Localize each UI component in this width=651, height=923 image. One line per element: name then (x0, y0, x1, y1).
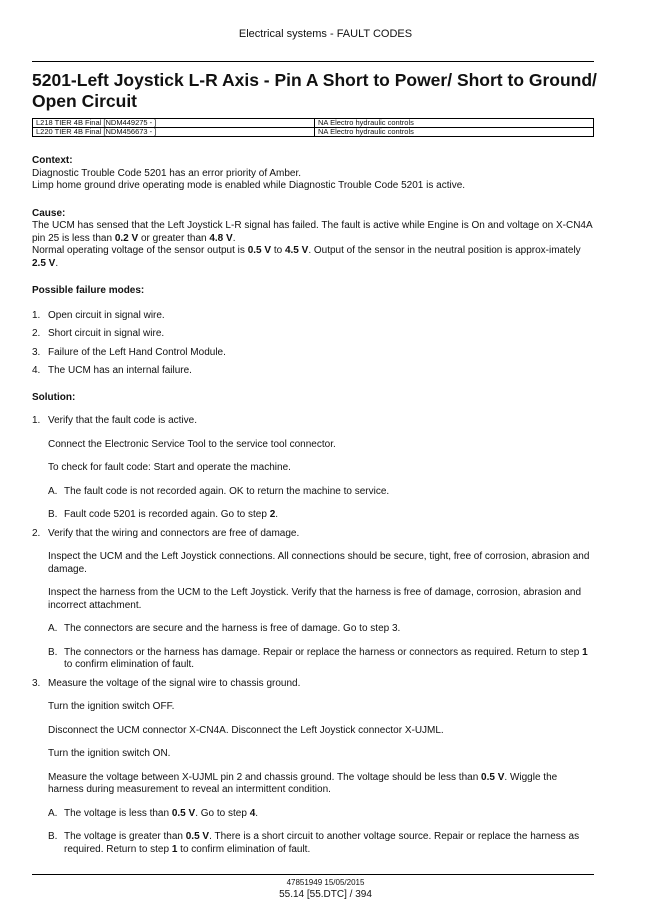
step-option (48, 623, 594, 636)
table-row (33, 128, 594, 137)
model-cell: L220 TIER 4B Final [NDM456673 - ] (33, 128, 315, 137)
option-text: The connectors or the harness has damage. Repair or replace the harness or connectors as required. Return to step (64, 646, 583, 658)
option-letter: B. (48, 509, 58, 520)
value-bold: 4.5 V (284, 245, 309, 256)
step-number: 1. (32, 415, 41, 426)
list-item (32, 328, 594, 341)
failure-section (32, 285, 594, 378)
text-run: . There is a short circuit to another voltage source. Repair or replace the harness as required. Return to step (64, 831, 580, 855)
value-bold: 0.5 V (185, 831, 210, 842)
text-run: to confirm elimination of fault. (64, 659, 195, 670)
section-heading: Solution: (32, 391, 76, 403)
text-run: . Go to step (195, 807, 250, 819)
step-paragraph: Turn the ignition switch ON. (48, 748, 171, 759)
text-run: . Output of the sensor in the neutral position is approx-imately (308, 245, 581, 256)
step-text: Verify that the wiring and connectors are free of damage. (48, 527, 300, 539)
section-heading: Context: (32, 155, 73, 166)
solution-step-1 (32, 415, 594, 522)
config-cell: NA Electro hydraulic controls (315, 128, 594, 137)
step-option (48, 808, 594, 821)
cause-paragraph (32, 220, 594, 245)
list-item (32, 365, 594, 378)
section-heading: Cause: (32, 207, 66, 219)
value-bold: 0.2 V (114, 232, 139, 244)
step-paragraph: To check for fault code: Start and operate the machine. (48, 462, 291, 473)
context-line: Limp home ground drive operating mode is enabled while Diagnostic Trouble Code 5201 is active. (32, 180, 466, 191)
step-option (48, 647, 594, 672)
text-run: . Wiggle the harness during measurement to reveal an intermittent condition. (48, 771, 558, 795)
fault-title: 5201-Left Joystick L-R Axis - Pin A Short to Power/ Short to Ground/ Open Circuit (32, 70, 597, 111)
step-paragraph (48, 772, 594, 797)
text-run: . (255, 807, 259, 819)
context-line: Diagnostic Trouble Code 5201 has an error priority of Amber. (32, 167, 302, 179)
step-text: Verify that the fault code is active. (48, 415, 197, 426)
solution-steps (32, 415, 594, 856)
step-details (48, 551, 594, 672)
section-heading: Possible failure modes: (32, 285, 145, 296)
document-code: 47851949 15/05/2015 (286, 878, 365, 887)
value-bold: 1 (582, 646, 588, 658)
text-run: Measure the voltage between X-UJML pin 2 and chassis ground. The voltage should be less than (48, 771, 482, 783)
option-letter: B. (48, 831, 58, 842)
option-letter: A. (48, 485, 58, 497)
item-number: 1. (32, 309, 41, 321)
value-bold: 0.5 V (481, 771, 505, 783)
text-run: Normal operating voltage of the sensor output is (32, 245, 248, 256)
cause-section (32, 208, 594, 271)
text-run: or greater than (138, 232, 210, 244)
value-bold: 2.5 V (32, 257, 56, 269)
text-run: to (271, 245, 285, 256)
step-option (48, 509, 594, 522)
model-table (32, 118, 594, 137)
solution-step-2 (32, 528, 594, 672)
option-text: Fault code 5201 is recorded again. Go to step (64, 509, 270, 520)
item-text: Failure of the Left Hand Control Module. (48, 346, 226, 358)
config-cell: NA Electro hydraulic controls (315, 119, 594, 128)
cause-paragraph (32, 245, 594, 270)
item-number: 2. (32, 328, 41, 339)
value-bold: 0.5 V (247, 245, 272, 256)
step-number: 2. (32, 527, 41, 539)
value-bold: 4 (249, 807, 256, 819)
context-section (32, 155, 594, 193)
value-bold: 2 (269, 509, 276, 520)
failure-list (32, 310, 594, 378)
item-number: 3. (32, 346, 41, 358)
item-text: The UCM has an internal failure. (48, 365, 192, 376)
option-letter: A. (48, 807, 58, 819)
item-text: Open circuit in signal wire. (48, 309, 165, 321)
option-letter: A. (48, 623, 58, 634)
option-text: The voltage is greater than (64, 831, 186, 842)
item-number: 4. (32, 365, 41, 376)
value-bold: 0.5 V (171, 807, 196, 819)
footer-rule (32, 874, 594, 875)
model-cell: L218 TIER 4B Final [NDM449275 - ] (33, 119, 315, 128)
option-text: The fault code is not recorded again. OK to return the machine to service. (64, 485, 390, 497)
step-number: 3. (32, 677, 41, 689)
running-header: Electrical systems - FAULT CODES (238, 28, 413, 40)
option-text: The connectors are secure and the harness is free of damage. Go to step 3. (64, 623, 401, 634)
step-option (48, 831, 594, 856)
list-item (32, 347, 594, 360)
list-item (32, 310, 594, 323)
step-paragraph: Turn the ignition switch OFF. (48, 701, 175, 712)
text-run: The UCM has sensed that the Left Joystick L-R signal has failed. The fault is active while Engine is On and voltage on X-CN4A pin 25 is less than (32, 220, 593, 244)
option-text: The voltage is less than (64, 807, 172, 819)
value-bold: 4.8 V (209, 232, 233, 244)
step-option (48, 486, 594, 499)
step-text: Measure the voltage of the signal wire to chassis ground. (48, 677, 301, 689)
text-run: . (232, 232, 236, 244)
item-text: Short circuit in signal wire. (48, 328, 165, 339)
body-content (32, 155, 594, 862)
step-details (48, 701, 594, 856)
page-number: 55.14 [55.DTC] / 394 (279, 889, 372, 900)
header-rule (32, 61, 594, 62)
step-paragraph: Inspect the harness from the UCM to the Left Joystick. Verify that the harness is free of damage, corrosion, abrasion and incorrect attachment. (48, 587, 582, 611)
solution-step-3 (32, 678, 594, 857)
solution-section (32, 392, 594, 857)
step-paragraph: Disconnect the UCM connector X-CN4A. Disconnect the Left Joystick connector X-UJML. (48, 724, 444, 736)
text-run: to confirm elimination of fault. (177, 843, 311, 855)
option-letter: B. (48, 646, 58, 658)
step-paragraph: Inspect the UCM and the Left Joystick connections. All connections should be secure, tight, free of corrosion, abrasion and damage. (48, 551, 590, 575)
text-run: . (55, 257, 59, 269)
text-run: . (275, 509, 279, 520)
value-bold: 1 (171, 843, 178, 855)
step-paragraph: Connect the Electronic Service Tool to the service tool connector. (48, 438, 336, 450)
step-details (48, 439, 594, 522)
